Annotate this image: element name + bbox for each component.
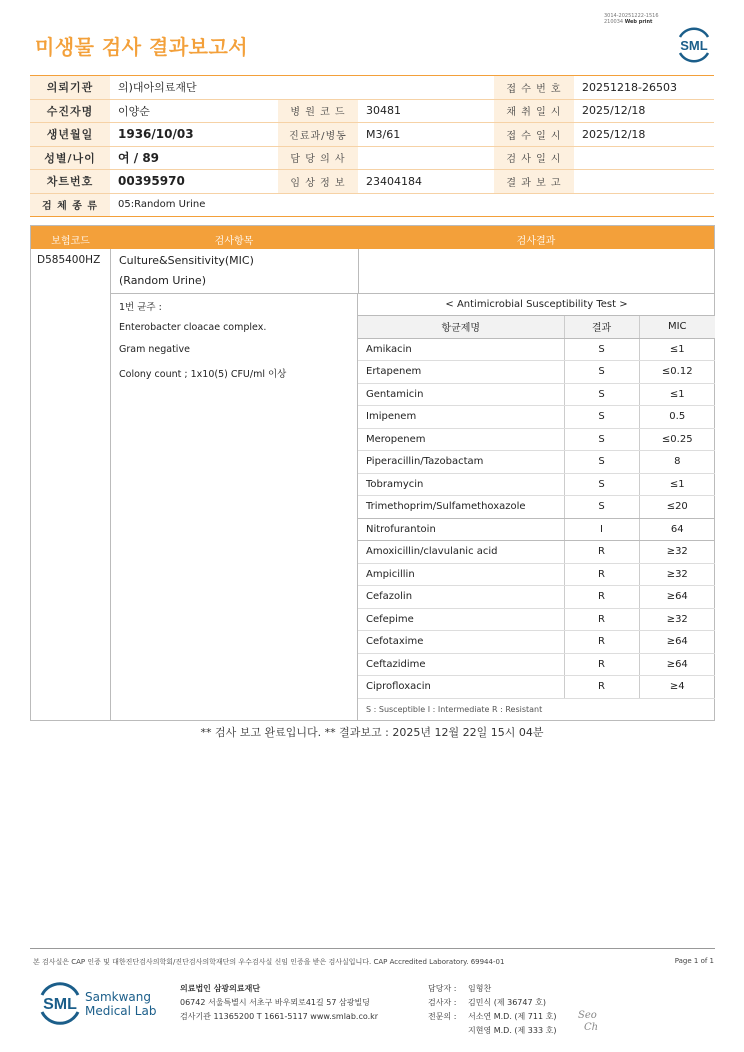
doctor-value xyxy=(358,146,494,170)
ast-cell-mic: ≥4 xyxy=(639,676,715,699)
ast-cell-mic: 0.5 xyxy=(639,406,715,429)
organization-info: 의료법인 삼광의료재단 06742 서울특별시 서초구 바우뫼로41길 57 삼광빌딩 검사기관 11365200 T 1661-5117 www.smlab.co.kr xyxy=(180,984,379,1021)
table-row xyxy=(358,406,715,429)
hospital-code: 30481 xyxy=(358,99,494,123)
document-code: 3014-20251222-1516 210034 Web print xyxy=(604,13,659,25)
ast-cell-drug: Ampicillin xyxy=(358,563,564,586)
test-date xyxy=(574,146,714,170)
results-header: 보험코드 검사항목 검사결과 xyxy=(31,226,714,249)
ast-cell-drug: Cefotaxime xyxy=(358,631,564,654)
ast-legend: S : Susceptible I : Intermediate R : Resistant xyxy=(358,698,715,720)
table-row xyxy=(358,473,715,496)
institution-value: 의)대아의료재단 xyxy=(110,76,494,100)
table-row xyxy=(358,676,715,699)
insurance-code: D585400HZ xyxy=(37,254,101,266)
ast-cell-drug: Trimethoprim/Sulfamethoxazole xyxy=(358,496,564,519)
ast-cell-result: R xyxy=(564,608,639,631)
table-row xyxy=(358,608,715,631)
ast-cell-mic: ≥32 xyxy=(639,541,715,564)
ast-cell-drug: Meropenem xyxy=(358,428,564,451)
receive-date: 2025/12/18 xyxy=(574,123,714,147)
ast-cell-mic: ≤1 xyxy=(639,383,715,406)
dob-value: 1936/10/03 xyxy=(110,123,278,147)
ast-cell-mic: ≥32 xyxy=(639,563,715,586)
certification-text: 본 검사실은 CAP 인증 및 대한진단검사의학회/진단검사의학재단의 우수검사실 신임 인증을 받은 검사실입니다. CAP Accredited Laboratory. 69944-01 xyxy=(33,958,505,966)
table-row xyxy=(358,496,715,519)
ast-cell-drug: Nitrofurantoin xyxy=(358,518,564,541)
ast-cell-drug: Ertapenem xyxy=(358,361,564,384)
table-row xyxy=(358,563,715,586)
ast-cell-drug: Cefepime xyxy=(358,608,564,631)
page-number: Page 1 of 1 xyxy=(674,957,714,965)
ast-cell-mic: ≥64 xyxy=(639,653,715,676)
report-title: 미생물 검사 결과보고서 xyxy=(35,35,249,59)
colony-count: Colony count ; 1x10(5) CFU/ml 이상 xyxy=(119,369,287,380)
ast-cell-drug: Imipenem xyxy=(358,406,564,429)
ast-cell-result: R xyxy=(564,586,639,609)
svg-text:SML: SML xyxy=(43,996,77,1013)
completion-note: ** 검사 보고 완료입니다. ** 결과보고 : 2025년 12월 22일 15시 04분 xyxy=(200,726,544,739)
svg-text:SML: SML xyxy=(680,38,708,53)
ast-cell-mic: ≥64 xyxy=(639,586,715,609)
dept-value: M3/61 xyxy=(358,123,494,147)
ast-cell-result: S xyxy=(564,428,639,451)
ast-col-drug: 항균제명 xyxy=(358,316,564,339)
ast-cell-drug: Tobramycin xyxy=(358,473,564,496)
ast-cell-result: S xyxy=(564,451,639,474)
ast-cell-result: S xyxy=(564,338,639,361)
ast-cell-mic: ≤1 xyxy=(639,473,715,496)
chart-number: 00395970 xyxy=(110,170,278,194)
ast-cell-result: R xyxy=(564,541,639,564)
results-section xyxy=(30,225,715,721)
table-row xyxy=(358,451,715,474)
ast-table xyxy=(358,293,715,720)
patient-info-table: 의뢰기관 의)대아의료재단 접 수 번 호 20251218-26503 수진자명 이양순 병 원 코 드 30481 채 취 일 시 2025/12/18 생년월일 1936/10/03 진료과/병동 M3/61 접 수 일 시 2025/12/18 성별/나이 여 / 89 담 당 의 사 검 사 일 시 차트번호 00395970 임 상 정 보 23404184 결 과 보 고 검 체 종 류 05:Random Urine xyxy=(30,75,714,217)
test-specimen: (Random Urine) xyxy=(119,274,206,287)
sml-logo-icon xyxy=(674,24,714,64)
ast-cell-result: S xyxy=(564,361,639,384)
signature: Seo Ch xyxy=(578,1010,599,1033)
ast-cell-drug: Ceftazidime xyxy=(358,653,564,676)
table-row xyxy=(358,428,715,451)
ast-cell-drug: Amoxicillin/clavulanic acid xyxy=(358,541,564,564)
test-name: Culture&Sensitivity(MIC) xyxy=(119,254,254,267)
ast-cell-mic: 8 xyxy=(639,451,715,474)
sml-logo-icon xyxy=(36,980,84,1026)
gram-stain: Gram negative xyxy=(119,344,190,355)
report-date xyxy=(574,170,714,194)
table-row xyxy=(358,518,715,541)
clinical-info: 23404184 xyxy=(358,170,494,194)
collect-date: 2025/12/18 xyxy=(574,99,714,123)
table-row xyxy=(358,586,715,609)
table-row xyxy=(358,338,715,361)
ast-cell-result: I xyxy=(564,518,639,541)
table-row xyxy=(358,631,715,654)
ast-cell-result: S xyxy=(564,383,639,406)
ast-cell-mic: ≤0.25 xyxy=(639,428,715,451)
ast-cell-mic: ≤0.12 xyxy=(639,361,715,384)
ast-cell-result: S xyxy=(564,406,639,429)
ast-cell-mic: ≥64 xyxy=(639,631,715,654)
ast-cell-drug: Ciprofloxacin xyxy=(358,676,564,699)
organism-label: 1번 균주 : xyxy=(119,302,162,313)
ast-cell-mic: ≤1 xyxy=(639,338,715,361)
accession-value: 20251218-26503 xyxy=(574,76,714,100)
sex-age-value: 여 / 89 xyxy=(110,146,278,170)
table-row xyxy=(358,541,715,564)
ast-cell-mic: ≤20 xyxy=(639,496,715,519)
ast-cell-result: S xyxy=(564,496,639,519)
table-row xyxy=(358,383,715,406)
patient-name: 이양순 xyxy=(110,99,278,123)
ast-cell-mic: 64 xyxy=(639,518,715,541)
ast-cell-result: R xyxy=(564,676,639,699)
ast-col-result: 결과 xyxy=(564,316,639,339)
specimen-value: 05:Random Urine xyxy=(110,193,714,217)
ast-cell-mic: ≥32 xyxy=(639,608,715,631)
brand-name: Samkwang Medical Lab xyxy=(85,990,157,1018)
staff-list: 담당자 : 임형찬 검사자 : 김민식 (제 36747 호) 전문의 : 서소연 M.D. (제 711 호) 지현영 M.D. (제 333 호) xyxy=(428,984,557,1035)
ast-cell-drug: Piperacillin/Tazobactam xyxy=(358,451,564,474)
ast-cell-result: R xyxy=(564,631,639,654)
ast-title: < Antimicrobial Susceptibility Test > xyxy=(358,293,715,316)
ast-cell-drug: Gentamicin xyxy=(358,383,564,406)
ast-col-mic: MIC xyxy=(639,316,715,339)
ast-cell-result: R xyxy=(564,653,639,676)
ast-cell-drug: Cefazolin xyxy=(358,586,564,609)
ast-cell-result: R xyxy=(564,563,639,586)
ast-cell-drug: Amikacin xyxy=(358,338,564,361)
ast-cell-result: S xyxy=(564,473,639,496)
table-row xyxy=(358,653,715,676)
table-row xyxy=(358,361,715,384)
organism-name: Enterobacter cloacae complex. xyxy=(119,322,267,333)
